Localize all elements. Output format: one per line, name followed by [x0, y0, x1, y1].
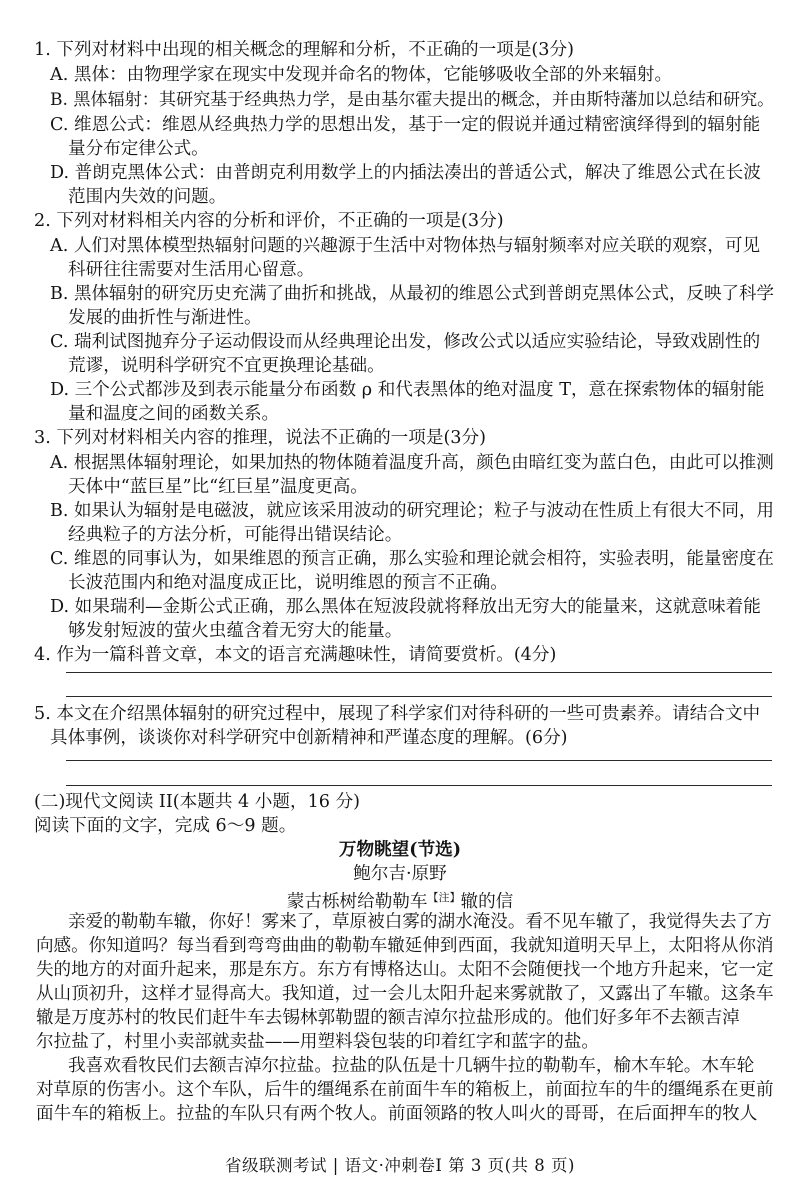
section-heading: (二)现代文阅读 II(本题共 4 小题，16 分): [34, 792, 361, 812]
subtitle-text-pre: 蒙古栎树给勒勒车: [286, 892, 428, 912]
question-3-option-a-cont: 天体中“蓝巨星”比“红巨星”温度更高。: [68, 477, 368, 497]
question-3-option-b: B. 如果认为辐射是电磁波，就应该采用波动的研究理论；粒子与波动在性质上有很大不同，用: [50, 501, 774, 521]
question-3-stem: 3. 下列对材料相关内容的推理，说法不正确的一项是(3分): [34, 428, 486, 448]
answer-line-q4-1[interactable]: [66, 672, 772, 673]
paragraph-1-line-5: 辙是万度苏村的牧民们赶牛车去锡林郭勒盟的额吉淖尔拉盐形成的。他们好多年不去额吉淖: [36, 1008, 740, 1028]
paragraph-1-line-1: 亲爱的勒勒车辙，你好！雾来了，草原被白雾的湖水淹没。看不见车辙了，我觉得失去了方: [68, 912, 772, 932]
question-1-option-c: C. 维恩公式：维恩从经典热力学的思想出发，基于一定的假说并通过精密演绎得到的辐射能: [50, 115, 761, 135]
answer-line-q4-2[interactable]: [66, 696, 772, 697]
subtitle-text-post: 辙的信: [460, 892, 514, 912]
question-2-option-a: A. 人们对黑体模型热辐射问题的兴趣源于生活中对物体热与辐射频率对应关联的观察，可见: [50, 236, 761, 256]
question-4-stem: 4. 作为一篇科普文章，本文的语言充满趣味性，请简要赏析。(4分): [34, 645, 557, 665]
question-2-option-b-cont: 发展的曲折性与渐进性。: [68, 308, 262, 328]
question-1-option-b: B. 黑体辐射：其研究基于经典热力学，是由基尔霍夫提出的概念，并由斯特藩加以总结和研究。: [50, 90, 775, 110]
paragraph-2-line-3: 面牛车的箱板上。拉盐的车队只有两个牧人。前面领路的牧人叫火的哥哥，在后面押车的牧人: [36, 1104, 758, 1124]
section-instruction: 阅读下面的文字，完成 6～9 题。: [34, 816, 297, 836]
footnote-marker: 【注】: [427, 891, 461, 904]
question-3-option-a: A. 根据黑体辐射理论，如果加热的物体随着温度升高，颜色由暗红变为蓝白色，由此可以推测: [50, 453, 774, 473]
question-1-option-a: A. 黑体：由物理学家在现实中发现并命名的物体，它能够吸收全部的外来辐射。: [50, 65, 673, 85]
page-footer: 省级联测考试 | 语文·冲刺卷Ⅰ 第 3 页(共 8 页): [225, 1156, 575, 1175]
answer-line-q5-1[interactable]: [66, 760, 772, 761]
question-1-option-c-cont: 量分布定律公式。: [68, 139, 209, 159]
paragraph-2-line-1: 我喜欢看牧民们去额吉淖尔拉盐。拉盐的队伍是十几辆牛拉的勒勒车，榆木车轮。木车轮: [68, 1056, 755, 1076]
paragraph-1-line-4: 从山顶初升，这样才显得高大。我知道，过一会儿太阳升起来雾就散了，又露出了车辙。这条车: [36, 984, 774, 1004]
question-2-stem: 2. 下列对材料相关内容的分析和评价，不正确的一项是(3分): [34, 211, 504, 231]
article-author: 鲍尔吉·原野: [353, 864, 447, 884]
question-2-option-b: B. 黑体辐射的研究历史充满了曲折和挑战，从最初的维恩公式到普朗克黑体公式，反映了科学: [50, 284, 774, 304]
question-3-option-d-cont: 够发射短波的萤火虫蕴含着无穷大的能量。: [68, 621, 403, 641]
question-5-stem: 5. 本文在介绍黑体辐射的研究过程中，展现了科学家们对待科研的一些可贵素养。请结合文中: [34, 704, 761, 724]
paragraph-2-line-2: 对草原的伤害小。这个车队，后牛的缰绳系在前面牛车的箱板上，前面拉车的牛的缰绳系在更前: [36, 1080, 774, 1100]
question-3-option-d: D. 如果瑞利—金斯公式正确，那么黑体在短波段就将释放出无穷大的能量来，这就意味着能: [50, 597, 761, 617]
paragraph-1-line-2: 向感。你知道吗？每当看到弯弯曲曲的勒勒车辙延伸到西面，我就知道明天早上，太阳将从你消: [36, 936, 774, 956]
question-3-option-b-cont: 经典粒子的方法分析，可能得出错误结论。: [68, 525, 403, 545]
question-3-option-c-cont: 长波范围内和绝对温度成正比，说明维恩的预言不正确。: [68, 573, 508, 593]
question-5-stem-cont: 具体事例，谈谈你对科学研究中创新精神和严谨态度的理解。(6分): [50, 728, 568, 748]
article-title: 万物眺望(节选): [338, 839, 462, 860]
question-1-option-d-cont: 范围内失效的问题。: [68, 187, 227, 207]
question-2-option-a-cont: 科研往往需要对生活用心留意。: [68, 260, 315, 280]
question-2-option-d-cont: 量和温度之间的函数关系。: [68, 404, 280, 424]
question-2-option-d: D. 三个公式都涉及到表示能量分布函数 ρ 和代表黑体的绝对温度 T，意在探索物体的辐射能: [50, 380, 765, 400]
question-1-stem: 1. 下列对材料中出现的相关概念的理解和分析，不正确的一项是(3分): [34, 40, 574, 60]
answer-line-q5-2[interactable]: [66, 785, 772, 786]
question-3-option-c: C. 维恩的同事认为，如果维恩的预言正确，那么实验和理论就会相符，实验表明，能量密度在: [50, 549, 774, 569]
question-2-option-c-cont: 荒谬，说明科学研究不宜更换理论基础。: [68, 356, 385, 376]
paragraph-1-line-6: 尔拉盐了，村里小卖部就卖盐——用塑料袋包装的印着红字和蓝字的盐。: [36, 1032, 600, 1052]
question-2-option-c: C. 瑞利试图抛弃分子运动假设而从经典理论出发，修改公式以适应实验结论，导致戏剧性的: [50, 332, 761, 352]
question-1-option-d: D. 普朗克黑体公式：由普朗克利用数学上的内插法凑出的普适公式，解决了维恩公式在长波: [50, 163, 761, 183]
paragraph-1-line-3: 失的地方的对面升起来，那是东方。东方有博格达山。太阳不会随便找一个地方升起来，它一定: [36, 960, 774, 980]
